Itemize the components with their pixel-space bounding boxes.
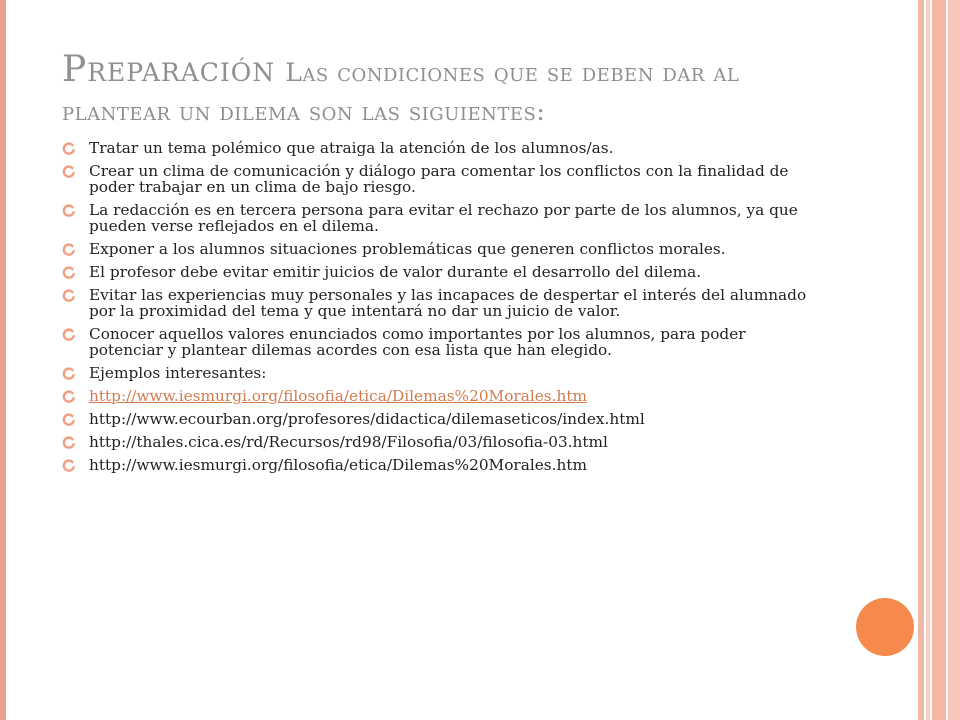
bullet-ring-icon (62, 436, 76, 450)
bullet-text: http://www.ecourban.org/profesores/didactica/dilemaseticos/index.html (89, 410, 645, 428)
bullet-ring-icon (62, 266, 76, 280)
bullet-item-link (62, 388, 812, 404)
bullet-item (62, 411, 812, 427)
bullet-item (62, 434, 812, 450)
bullet-ring-icon (62, 390, 76, 404)
bullet-text: http://www.iesmurgi.org/filosofia/etica/Dilemas%20Morales.htm (89, 456, 588, 474)
bullet-item (62, 202, 812, 234)
bullet-ring-icon (62, 243, 76, 257)
right-stripe-1 (918, 0, 924, 720)
bullet-item (62, 264, 812, 280)
bullet-text: Conocer aquellos valores enunciados como importantes por los alumnos, para poder potenciar y plantear dilemas acordes con esa lista que han elegido. (89, 325, 746, 359)
bullet-text: La redacción es en tercera persona para evitar el rechazo por parte de los alumnos, ya que pueden verse reflejados en el dilema. (89, 201, 798, 235)
slide-title-main: Preparación (62, 49, 276, 90)
right-border-stripes (918, 0, 960, 720)
left-border-stripe (0, 0, 6, 720)
slide-title-rest: Las condiciones que se deben dar al plantear un dilema son las siguientes: (62, 58, 740, 126)
bullet-ring-icon (62, 367, 76, 381)
right-stripe-3 (932, 0, 946, 720)
bullet-item (62, 241, 812, 257)
right-stripe-2 (926, 0, 930, 720)
right-stripe-4 (948, 0, 960, 720)
bullet-item (62, 287, 812, 319)
accent-circle (856, 598, 914, 656)
bullet-text: Exponer a los alumnos situaciones problemáticas que generen conflictos morales. (89, 240, 726, 258)
bullet-ring-icon (62, 328, 76, 342)
bullet-ring-icon (62, 413, 76, 427)
bullet-ring-icon (62, 289, 76, 303)
slide-title (62, 49, 842, 130)
bullet-list (62, 140, 812, 480)
bullet-text: Tratar un tema polémico que atraiga la atención de los alumnos/as. (89, 139, 614, 157)
bullet-item (62, 163, 812, 195)
example-link[interactable]: http://www.iesmurgi.org/filosofia/etica/Dilemas%20Morales.htm (89, 387, 588, 405)
bullet-ring-icon (62, 142, 76, 156)
bullet-ring-icon (62, 165, 76, 179)
bullet-item (62, 140, 812, 156)
bullet-text: http://thales.cica.es/rd/Recursos/rd98/Filosofia/03/filosofia-03.html (89, 433, 608, 451)
bullet-text: El profesor debe evitar emitir juicios de valor durante el desarrollo del dilema. (89, 263, 702, 281)
bullet-ring-icon (62, 459, 76, 473)
bullet-text: Crear un clima de comunicación y diálogo para comentar los conflictos con la finalidad de poder trabajar en un clima de bajo riesgo. (89, 162, 789, 196)
bullet-item (62, 457, 812, 473)
bullet-item (62, 326, 812, 358)
bullet-text: Evitar las experiencias muy personales y las incapaces de despertar el interés del alumnado por la proximidad del tema y que intentará no dar un juicio de valor. (89, 286, 807, 320)
bullet-text: Ejemplos interesantes: (89, 364, 267, 382)
bullet-item (62, 365, 812, 381)
bullet-ring-icon (62, 204, 76, 218)
